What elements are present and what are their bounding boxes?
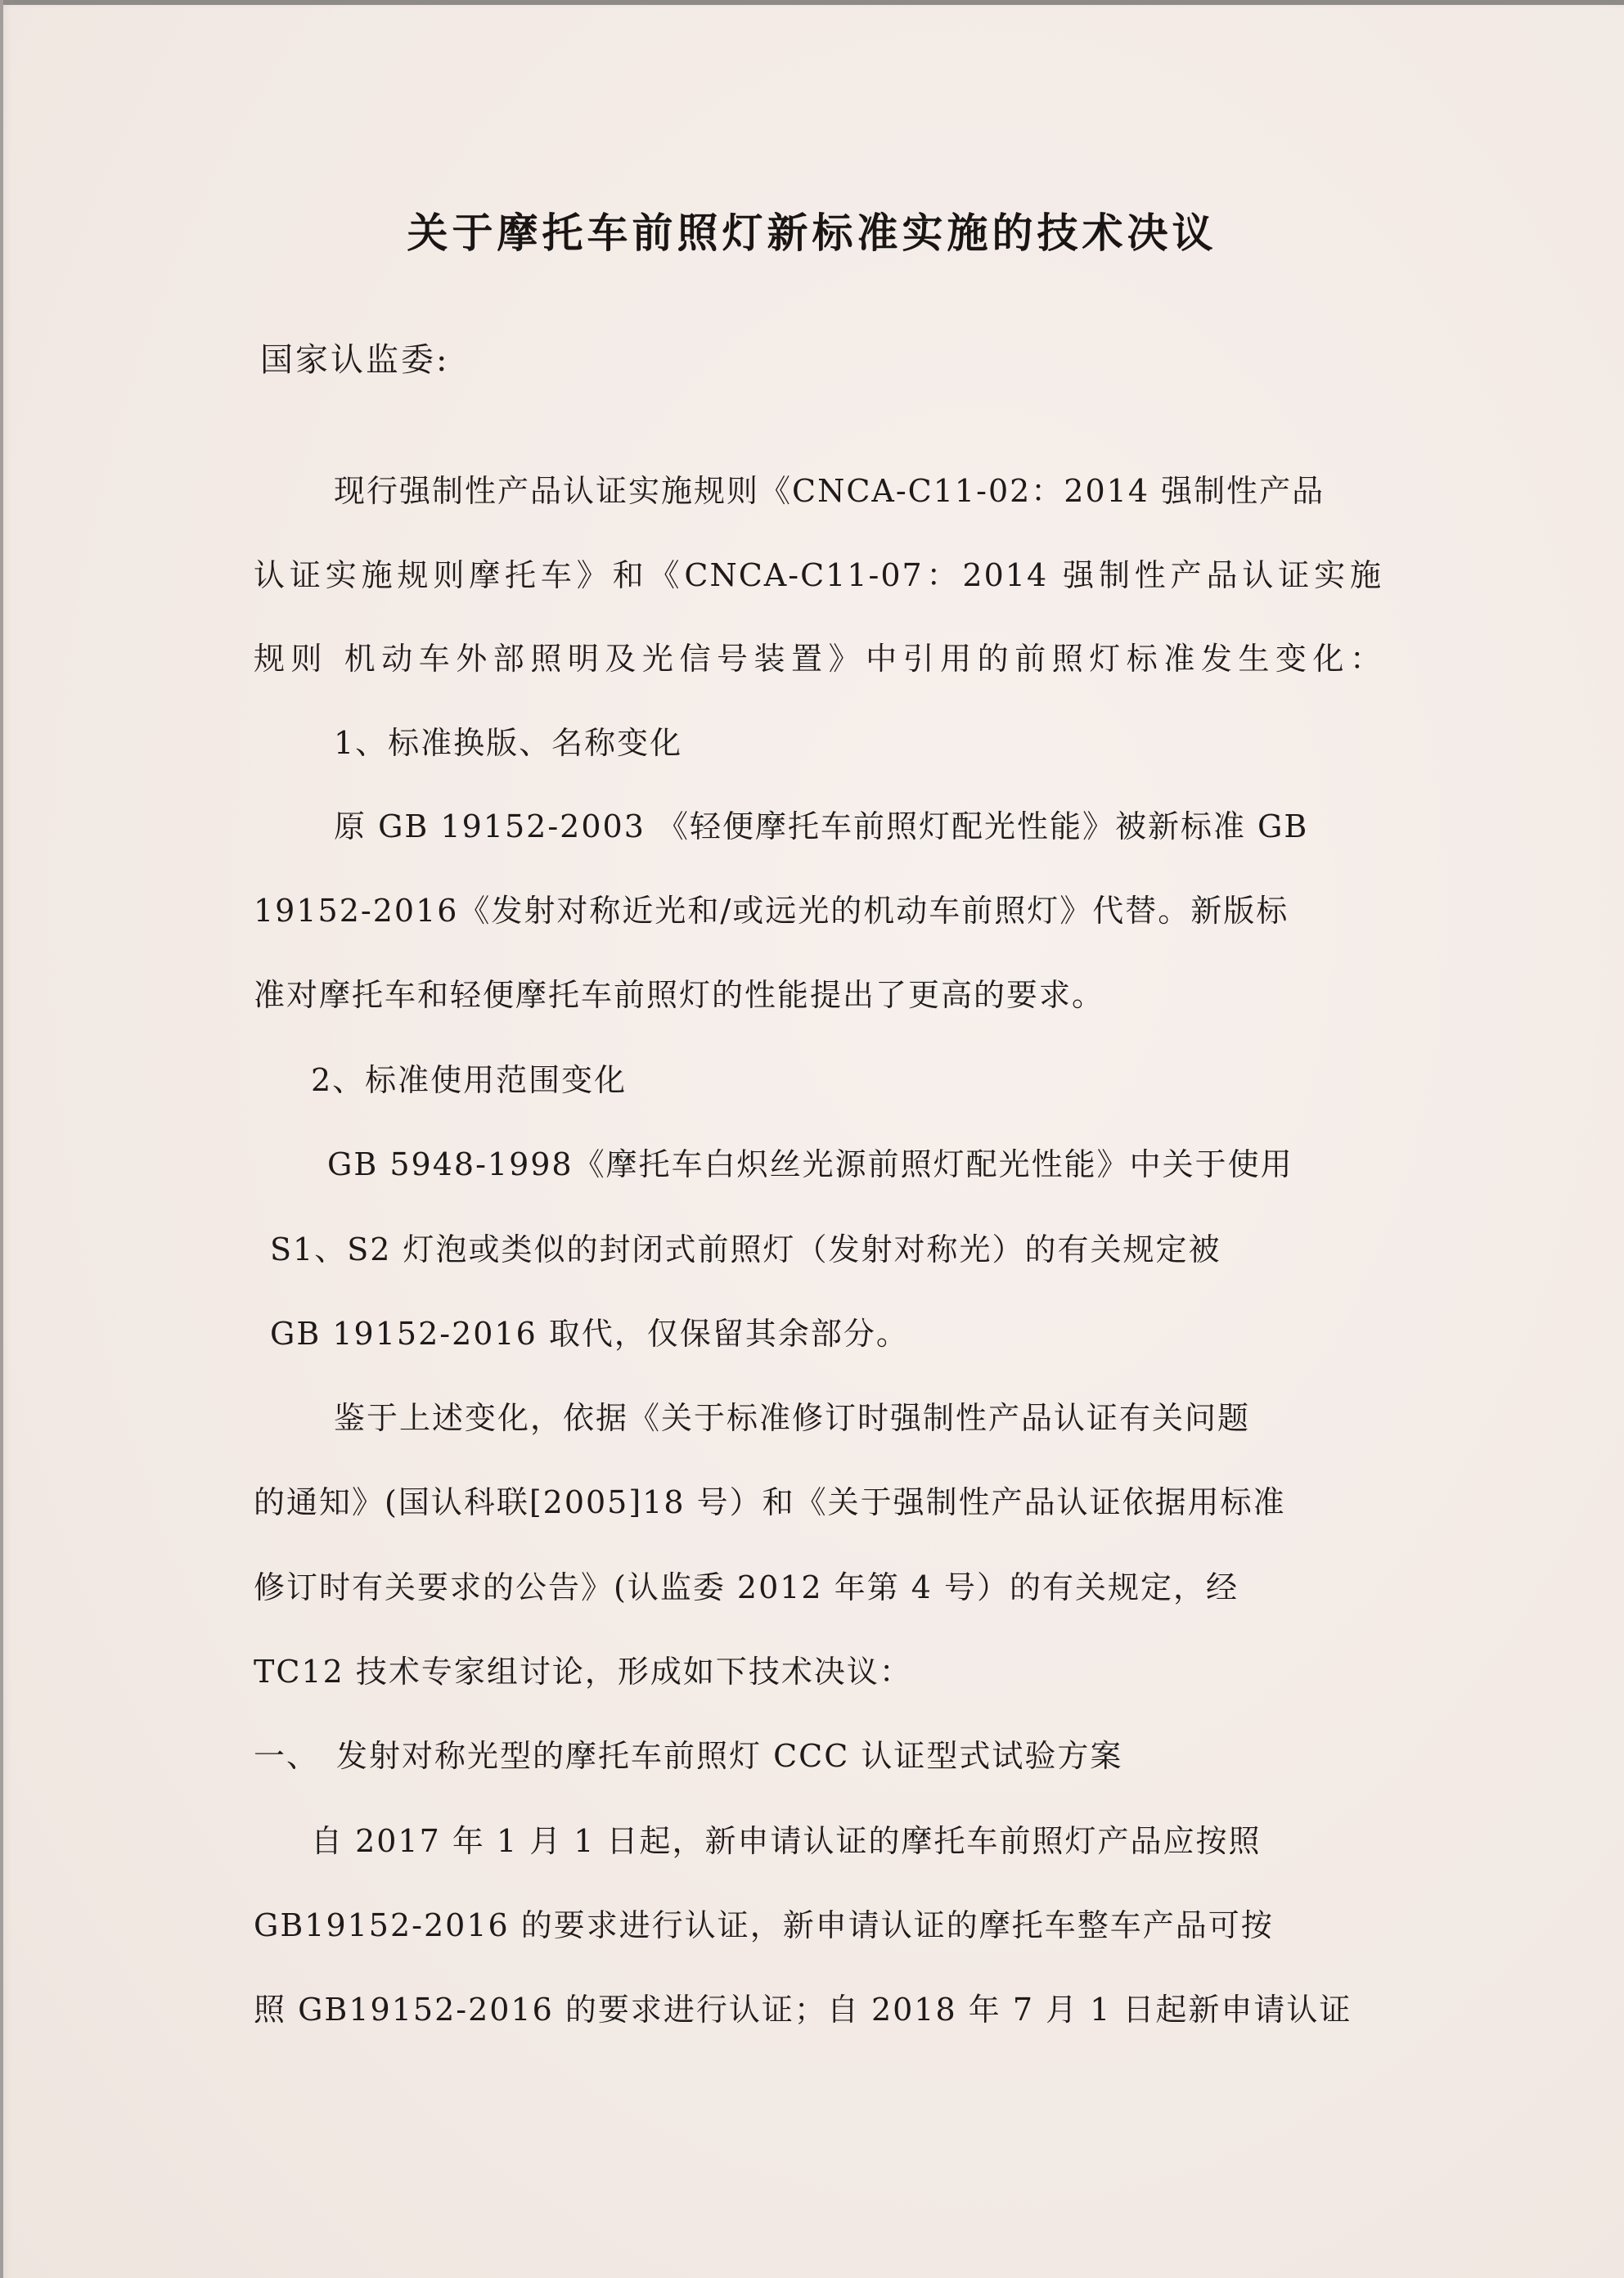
text-line: 鉴于上述变化，依据《关于标准修订时强制性产品认证有关问题 xyxy=(334,1400,1251,1436)
text-line: 原 GB 19152-2003 《轻便摩托车前照灯配光性能》被新标准 GB xyxy=(334,808,1309,844)
text-line: 的通知》(国认科联[2005]18 号）和《关于强制性产品认证依据用标准 xyxy=(254,1484,1286,1520)
text-line: GB19152-2016 的要求进行认证，新申请认证的摩托车整车产品可按 xyxy=(254,1907,1274,1943)
addressee: 国家认监委: xyxy=(260,341,450,379)
text-line: 照 GB19152-2016 的要求进行认证；自 2018 年 7 月 1 日起新申请认证 xyxy=(254,1992,1352,2028)
text-line: GB 5948-1998《摩托车白炽丝光源前照灯配光性能》中关于使用 xyxy=(327,1146,1293,1182)
text-line: 2、标准使用范围变化 xyxy=(311,1062,628,1098)
text-line: 规则 机动车外部照明及光信号装置》中引用的前照灯标准发生变化： xyxy=(254,641,1383,677)
text-line: 现行强制性产品认证实施规则《CNCA-C11-02：2014 强制性产品 xyxy=(334,473,1325,509)
text-line: S1、S2 灯泡或类似的封闭式前照灯（发射对称光）的有关规定被 xyxy=(270,1231,1221,1267)
scan-edge-left xyxy=(0,0,3,2278)
text-line: 修订时有关要求的公告》(认监委 2012 年第 4 号）的有关规定，经 xyxy=(254,1569,1239,1605)
text-line: 19152-2016《发射对称近光和/或远光的机动车前照灯》代替。新版标 xyxy=(254,893,1289,929)
text-line: TC12 技术专家组讨论，形成如下技术决议： xyxy=(254,1654,912,1690)
text-line: 自 2017 年 1 月 1 日起，新申请认证的摩托车前照灯产品应按照 xyxy=(311,1823,1262,1859)
text-line: 认证实施规则摩托车》和《CNCA-C11-07：2014 强制性产品认证实施 xyxy=(254,557,1383,593)
text-line: GB 19152-2016 取代，仅保留其余部分。 xyxy=(270,1316,909,1352)
text-line: 1、标准换版、名称变化 xyxy=(334,725,683,761)
text-line: 准对摩托车和轻便摩托车前照灯的性能提出了更高的要求。 xyxy=(254,977,1105,1013)
document-title: 关于摩托车前照灯新标准实施的技术决议 xyxy=(407,209,1217,257)
scan-edge-top xyxy=(0,0,1624,5)
section-heading: 一、 发射对称光型的摩托车前照灯 CCC 认证型式试验方案 xyxy=(254,1738,1123,1774)
